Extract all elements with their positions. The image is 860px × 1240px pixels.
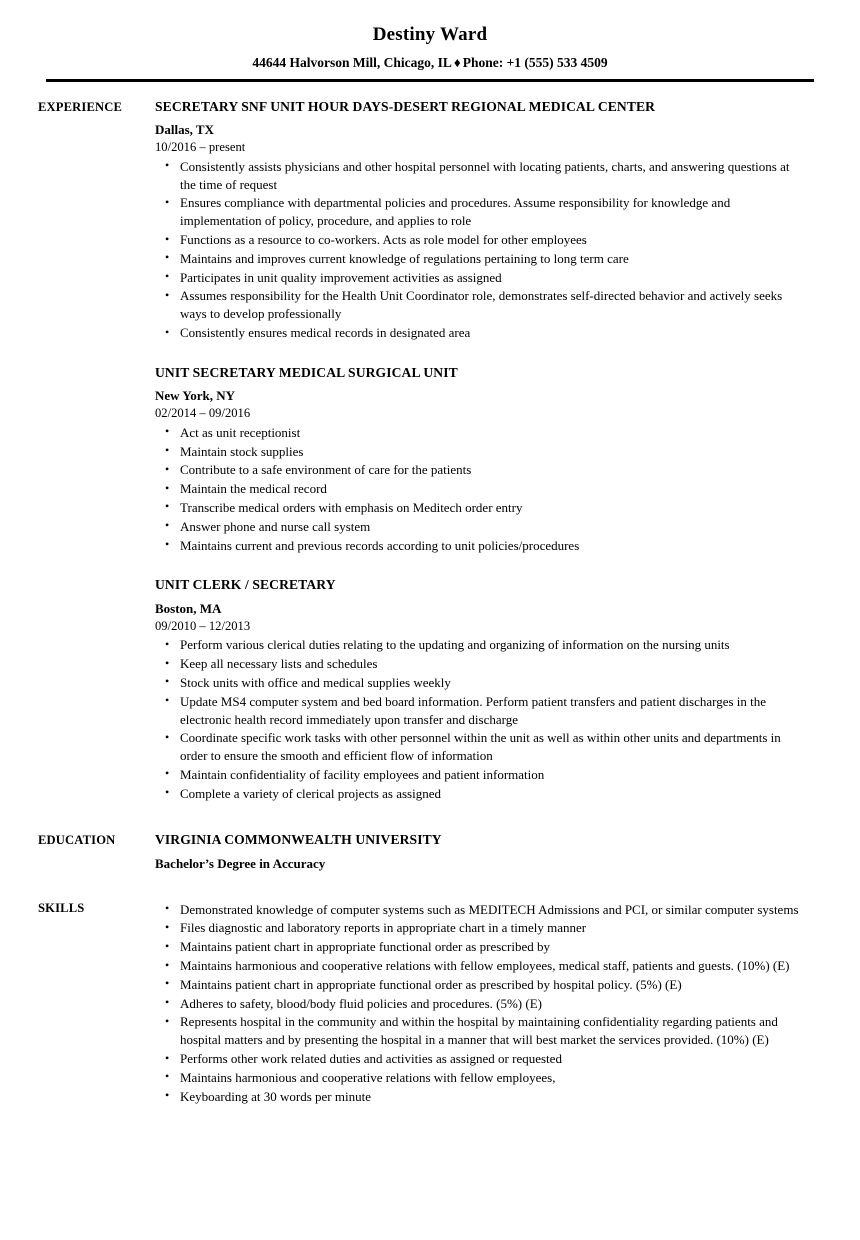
list-item: • Maintains harmonious and cooperative relations with fellow employees, [155,1069,805,1087]
list-item: • Keep all necessary lists and schedules [155,655,805,673]
education-school: VIRGINIA COMMONWEALTH UNIVERSITY [155,832,442,848]
list-item: • Update MS4 computer system and bed board information. Perform patient transfers and patient discharges in the electronic health record immediately upon transfer and discharge [155,693,805,729]
list-item: • Act as unit receptionist [155,424,805,442]
list-item: • Maintains current and previous records according to unit policies/procedures [155,537,805,555]
list-item: • Represents hospital in the community and within the hospital by maintaining confidentiality regarding patients and hospital matters and by presenting the hospital in a manner that will best market the services provided. (10%) (E) [155,1013,805,1049]
list-item: • Maintain confidentiality of facility employees and patient information [155,766,805,784]
list-item: • Maintains and improves current knowledge of regulations pertaining to long term care [155,250,805,268]
candidate-contact-line [0,55,860,71]
skills-list [155,901,805,1106]
job-dates: 10/2016 – present [155,140,246,155]
list-item: • Transcribe medical orders with emphasis on Meditech order entry [155,499,805,517]
job-title: UNIT CLERK / SECRETARY [155,577,336,593]
list-item: • Consistently ensures medical records in designated area [155,324,805,342]
job-entry [155,99,805,342]
list-item: • Consistently assists physicians and other hospital personnel with locating patients, charts, and answering questions at the time of request [155,158,805,194]
job-location: New York, NY [155,388,236,404]
list-item: • Stock units with office and medical supplies weekly [155,674,805,692]
list-item: • Answer phone and nurse call system [155,518,805,536]
experience-section [38,99,805,803]
list-item: • Contribute to a safe environment of care for the patients [155,461,805,479]
list-item: • Participates in unit quality improvement activities as assigned [155,269,805,287]
list-item: • Keyboarding at 30 words per minute [155,1088,805,1106]
experience-entries [155,99,805,803]
job-responsibility-list [155,636,805,802]
job-entry [155,365,805,555]
skills-section-label: SKILLS [38,900,85,915]
list-item: • Files diagnostic and laboratory reports in appropriate chart in a timely manner [155,919,805,937]
list-item: • Maintains harmonious and cooperative relations with fellow employees, medical staff, patients and guests. (10%) (E) [155,957,805,975]
job-entry [155,577,805,802]
experience-section-label: EXPERIENCE [38,99,123,114]
list-item: • Ensures compliance with departmental policies and procedures. Assume responsibility for knowledge and implementation of policy, procedure, and applies to role [155,194,805,230]
list-item: • Functions as a resource to co-workers. Acts as role model for other employees [155,231,805,249]
list-item: • Demonstrated knowledge of computer systems such as MEDITECH Admissions and PCI, or similar computer systems [155,901,805,919]
candidate-address: 44644 Halvorson Mill, Chicago, IL [252,54,452,70]
candidate-name: Destiny Ward [372,24,488,45]
header-divider [46,79,814,82]
job-responsibility-list [155,424,805,555]
candidate-phone: Phone: +1 (555) 533 4509 [462,54,608,70]
resume-header [0,0,860,82]
list-item: • Maintain stock supplies [155,443,805,461]
list-item: • Complete a variety of clerical projects as assigned [155,785,805,803]
education-section [38,832,805,872]
list-item: • Performs other work related duties and activities as assigned or requested [155,1050,805,1068]
skills-section [38,900,805,1106]
job-title: SECRETARY SNF UNIT HOUR DAYS-DESERT REGIONAL MEDICAL CENTER [155,98,656,114]
job-dates: 09/2010 – 12/2013 [155,618,251,633]
job-responsibility-list [155,158,805,342]
skills-entries [155,900,805,1106]
education-degree: Bachelor’s Degree in Accuracy [155,855,326,871]
list-item: • Coordinate specific work tasks with other personnel within the unit as well as within other units and departments in order to ensure the smooth and efficient flow of information [155,729,805,765]
list-item: • Assumes responsibility for the Health Unit Coordinator role, demonstrates self-directed behavior and actively seeks ways to develop professionally [155,287,805,323]
diamond-separator-icon: ♦ [453,54,461,70]
job-location: Boston, MA [155,600,222,616]
job-dates: 02/2014 – 09/2016 [155,406,251,421]
list-item: • Maintains patient chart in appropriate functional order as prescribed by [155,938,805,956]
education-entries [155,832,805,872]
job-location: Dallas, TX [155,122,214,138]
list-item: • Maintain the medical record [155,480,805,498]
resume-content [0,99,860,1106]
education-section-label: EDUCATION [38,833,116,848]
list-item: • Maintains patient chart in appropriate functional order as prescribed by hospital policy. (5%) (E) [155,976,805,994]
list-item: • Adheres to safety, blood/body fluid policies and procedures. (5%) (E) [155,995,805,1013]
job-title: UNIT SECRETARY MEDICAL SURGICAL UNIT [155,364,458,380]
list-item: • Perform various clerical duties relating to the updating and organizing of information on the nursing units [155,636,805,654]
